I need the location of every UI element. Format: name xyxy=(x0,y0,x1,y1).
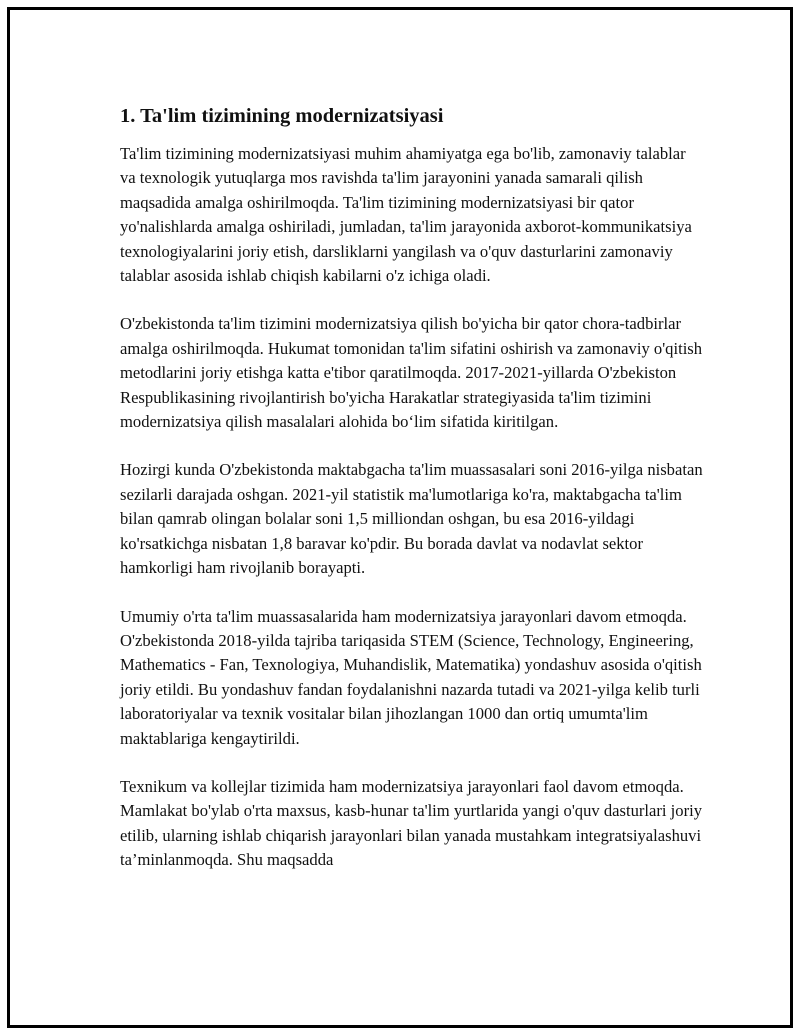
section-title: 1. Ta'lim tizimining modernizatsiyasi xyxy=(120,105,444,127)
paragraph-1: Ta'lim tizimining modernizatsiyasi muhim ahamiyatga ega bo'lib, zamonaviy talablar va texnologik yutuqlarga mos ravishda ta'lim jarayonini yanada samarali qilish maqsadida amalga oshirilmoqda. Ta'lim tizimining modernizatsiyasi bir qator yo'nalishlarda amalga oshiriladi, jumladan, ta'lim jarayonida axborot-kommunikatsiya texnologiyalarini joriy etish, darsliklarni yangilash va o'quv dasturlarini zamonaviy talablar asosida ishlab chiqish kabilarni o'z ichiga oladi. xyxy=(120,144,692,286)
paragraph-4: Umumiy o'rta ta'lim muassasalarida ham modernizatsiya jarayonlari davom etmoqda. O'zbekistonda 2018-yilda tajriba tariqasida STEM (Science, Technology, Engineering, Mathematics - Fan, Texnologiya, Muhandislik, Matematika) yondashuv asosida o'qitish joriy etildi. Bu yondashuv fandan foydalanishni nazarda tutadi va 2021-yilga kelib turli laboratoriyalar va texnik vositalar bilan jihozlangan 1000 dan ortiq umumta'lim maktablariga kengaytirildi. xyxy=(120,606,702,748)
page-frame xyxy=(7,7,793,1028)
paragraph-5: Texnikum va kollejlar tizimida ham modernizatsiya jarayonlari faol davom etmoqda. Mamlakat bo'ylab o'rta maxsus, kasb-hunar ta'lim yurtlarida yangi o'quv dasturlari joriy etilib, ularning ishlab chiqarish jarayonlari bilan yanada mustahkam integratsiyalashuvi ta’minlanmoqda. Shu maqsadda xyxy=(120,776,702,870)
document-body xyxy=(120,102,705,897)
paragraph-3: Hozirgi kunda O'zbekistonda maktabgacha ta'lim muassasalari soni 2016-yilga nisbatan sezilarli darajada oshgan. 2021-yil statistik ma'lumotlariga ko'ra, maktabgacha ta'lim bilan qamrab olingan bolalar soni 1,5 milliondan oshgan, bu esa 2016-yildagi ko'rsatkichga nisbatan 1,8 baravar ko'pdir. Bu borada davlat va nodavlat sektor hamkorligi ham rivojlanib borayapti. xyxy=(120,460,703,578)
paragraph-2: O'zbekistonda ta'lim tizimini modernizatsiya qilish bo'yicha bir qator chora-tadbirlar amalga oshirilmoqda. Hukumat tomonidan ta'lim sifatini oshirish va zamonaviy o'qitish metodlarini joriy etishga katta e'tibor qaratilmoqda. 2017-2021-yillarda O'zbekiston Respublikasining rivojlantirish bo'yicha Harakatlar strategiyasida ta'lim tizimini modernizatsiya qilish masalalari alohida bo‘lim sifatida kiritilgan. xyxy=(120,314,703,432)
